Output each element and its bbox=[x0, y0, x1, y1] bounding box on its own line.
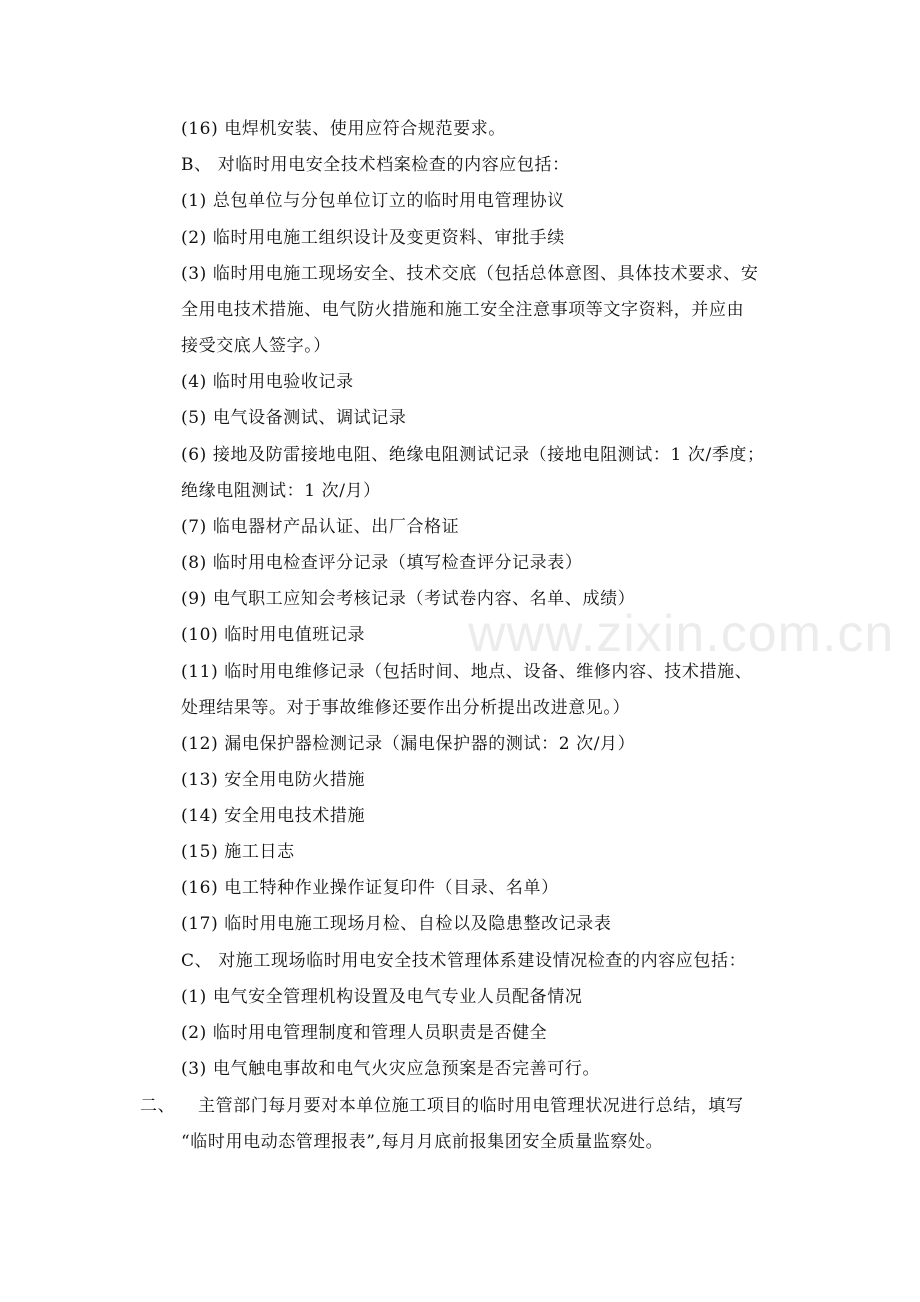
item-a16: (16) 电焊机安装、使用应符合规范要求。 bbox=[181, 119, 506, 139]
item-c1: (1) 电气安全管理机构设置及电气专业人员配备情况 bbox=[181, 987, 583, 1007]
section-2-marker: 二、 bbox=[140, 1096, 176, 1116]
section-2-line2: “临时用电动态管理报表”,每月月底前报集团安全质量监察处。 bbox=[181, 1132, 664, 1152]
item-b9: (9) 电气职工应知会考核记录（考试卷内容、名单、成绩） bbox=[181, 589, 636, 609]
item-b16: (16) 电工特种作业操作证复印件（目录、名单） bbox=[181, 878, 559, 898]
item-b10: (10) 临时用电值班记录 bbox=[181, 625, 366, 645]
section-2-line1: 主管部门每月要对本单位施工项目的临时用电管理状况进行总结，填写 bbox=[198, 1096, 744, 1116]
item-b7: (7) 临电器材产品认证、出厂合格证 bbox=[181, 517, 460, 537]
item-b12: (12) 漏电保护器检测记录（漏电保护器的测试：2 次/月） bbox=[181, 734, 636, 754]
section-b-heading: B、 对临时用电安全技术档案检查的内容应包括： bbox=[181, 155, 570, 175]
item-b17: (17) 临时用电施工现场月检、自检以及隐患整改记录表 bbox=[181, 914, 612, 934]
item-b2: (2) 临时用电施工组织设计及变更资料、审批手续 bbox=[181, 228, 565, 248]
item-b3-line2: 全用电技术措施、电气防火措施和施工安全注意事项等文字资料，并应由 bbox=[181, 300, 745, 320]
item-b11-line2: 处理结果等。对于事故维修还要作出分析提出改进意见。） bbox=[181, 698, 631, 718]
item-c2: (2) 临时用电管理制度和管理人员职责是否健全 bbox=[181, 1023, 548, 1043]
item-b14: (14) 安全用电技术措施 bbox=[181, 806, 366, 826]
item-b3-line1: (3) 临时用电施工现场安全、技术交底（包括总体意图、具体技术要求、安 bbox=[181, 264, 759, 284]
item-b6-line1: (6) 接地及防雷接地电阻、绝缘电阻测试记录（接地电阻测试：1 次/季度； bbox=[181, 445, 765, 465]
item-b1: (1) 总包单位与分包单位订立的临时用电管理协议 bbox=[181, 191, 565, 211]
item-b15: (15) 施工日志 bbox=[181, 842, 295, 862]
item-b11-line1: (11) 临时用电维修记录（包括时间、地点、设备、维修内容、技术措施、 bbox=[181, 662, 753, 682]
item-b3-line3: 接受交底人签字。） bbox=[181, 336, 331, 356]
item-b6-line2: 绝缘电阻测试：1 次/月） bbox=[181, 481, 381, 501]
item-c3: (3) 电气触电事故和电气火灾应急预案是否完善可行。 bbox=[181, 1059, 601, 1079]
item-b8: (8) 临时用电检查评分记录（填写检查评分记录表） bbox=[181, 553, 583, 573]
watermark: www.zixin.com.cn bbox=[468, 605, 895, 663]
item-b13: (13) 安全用电防火措施 bbox=[181, 770, 366, 790]
section-c-heading: C、 对施工现场临时用电安全技术管理体系建设情况检查的内容应包括： bbox=[181, 951, 747, 971]
item-b4: (4) 临时用电验收记录 bbox=[181, 372, 354, 392]
item-b5: (5) 电气设备测试、调试记录 bbox=[181, 408, 407, 428]
